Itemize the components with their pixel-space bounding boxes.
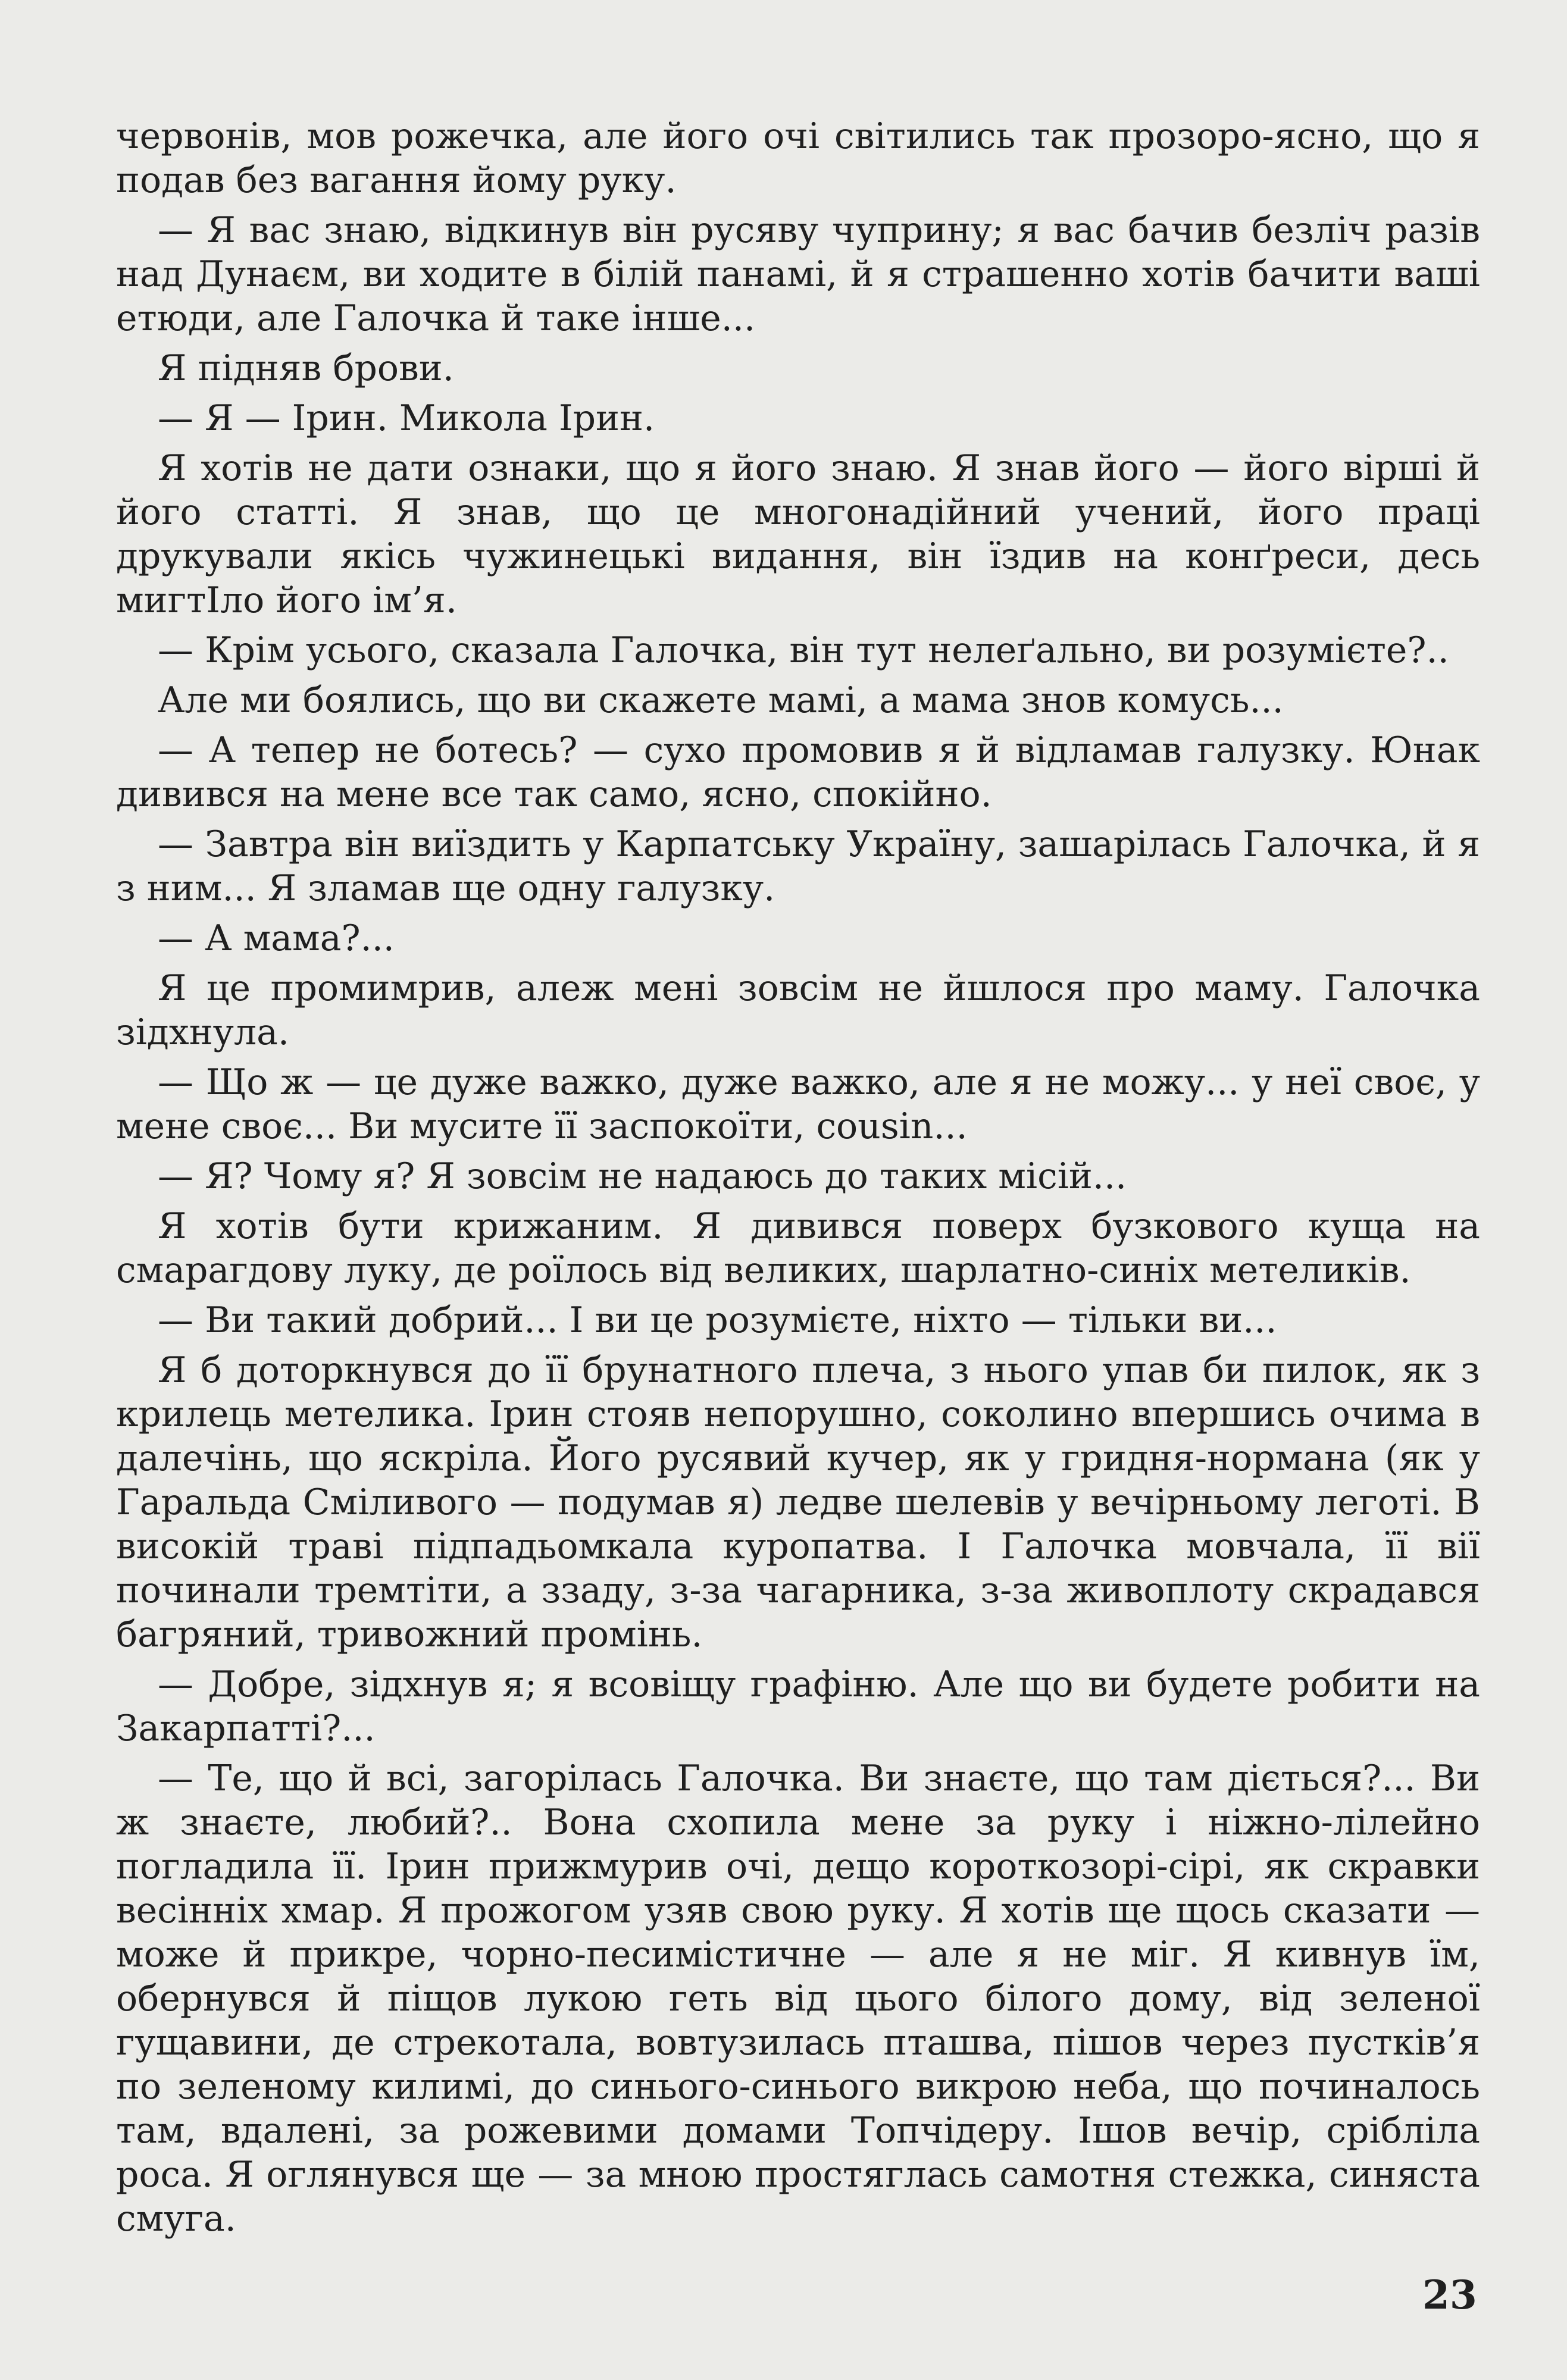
paragraph: — Я? Чому я? Я зовсім не надаюсь до таких місій... bbox=[158, 1155, 1127, 1197]
paragraph: Я підняв брови. bbox=[158, 347, 454, 389]
paragraph: — Завтра він виїздить у Карпатську Україну, зашарілась Галочка, й я з ним... Я зламав ще одну галузку. bbox=[116, 823, 1480, 909]
page-body bbox=[116, 114, 1480, 2241]
paragraph: Але ми боялись, що ви скажете мамі, а мама знов комусь... bbox=[158, 679, 1284, 721]
paragraph: — А тепер не ботесь? — сухо промовив я й відламав галузку. Юнак дивився на мене все так само, ясно, спокійно. bbox=[116, 729, 1480, 815]
paragraph: — Добре, зідхнув я; я всовіщу графіню. Але що ви будете робити на Закарпатті?... bbox=[116, 1664, 1480, 1749]
paragraph: Я хотів бути крижаним. Я дивився поверх бузкового куща на смарагдову луку, де роїлось від великих, шарлатно-синіх метеликів. bbox=[116, 1205, 1480, 1291]
paragraph: — Я вас знаю, відкинув він русяву чуприну; я вас бачив безліч разів над Дунаєм, ви ходите в білій панамі, й я страшенно хотів бачити ваші етюди, але Галочка й таке інше... bbox=[116, 209, 1480, 339]
paragraph: — А мама?... bbox=[158, 917, 395, 959]
paragraph: — Я — Ірин. Микола Ірин. bbox=[158, 397, 655, 439]
paragraph: — Крім усього, сказала Галочка, він тут нелеґально, ви розумієте?.. bbox=[158, 630, 1449, 671]
paragraph: — Що ж — це дуже важко, дуже важко, але я не можу... у неї своє, у мене своє... Ви мусите її заспокоїти, cousin... bbox=[116, 1061, 1480, 1147]
paragraph: Я хотів не дати ознаки, що я його знаю. Я знав його — його вірші й його статті. Я знав, що це многонадійний учений, його праці друкували якісь чужинецькі видання, він їздив на конґреси, десь мигтІло його ім’я. bbox=[116, 447, 1480, 621]
paragraph: — Те, що й всі, загорілась Галочка. Ви знаєте, що там діється?... Ви ж знаєте, любий?.. Вона схопила мене за руку і ніжно-лілейно погладила її. Ірин прижмурив очі, дещо короткозорі-сірі, як скравки весінніх хмар. Я прожогом узяв свою руку. Я хотів ще щось сказати — може й прикре, чорно-песимістичне — але я не міг. Я кивнув їм, обернувся й піщов лукою геть від цього білого дому, від зеленої гущавини, де стрекотала, вовтузилась пташва, пішов через пустків’я по зеленому килимі, до синього-синього викрою неба, що починалось там, вдалені, за рожевими домами Топчідеру. Ішов вечір, сріблілa роса. Я оглянувся ще — за мною простяглась самотня стежка, синяста смуга. bbox=[116, 1758, 1480, 2240]
paragraph: — Ви такий добрий... І ви це розумієте, ніхто — тільки ви... bbox=[158, 1299, 1277, 1341]
page-number: 23 bbox=[1422, 2272, 1477, 2318]
paragraph: червонів, мов рожечка, але його очі світились так прозоро-ясно, що я подав без вагання йому руку. bbox=[116, 115, 1480, 201]
paragraph: Я б доторкнувся до її брунатного плеча, з нього упав би пилок, як з крилець метелика. Ірин стояв непорушно, соколино впершись очима в далечінь, що яскріла. Його русявий кучер, як у гридня-нормана (як у Гаральда Сміливого — подумав я) ледве шелевів у вечірньому леготі. В високій траві підпадьомкала куропатва. І Галочка мовчала, її вії починали тремтіти, а ззаду, з-за чагарника, з-за живоплоту скрадався багряний, тривожний промінь. bbox=[116, 1349, 1480, 1655]
paragraph: Я це промимрив, алеж мені зовсім не йшлося про маму. Галочка зідхнула. bbox=[116, 967, 1480, 1053]
